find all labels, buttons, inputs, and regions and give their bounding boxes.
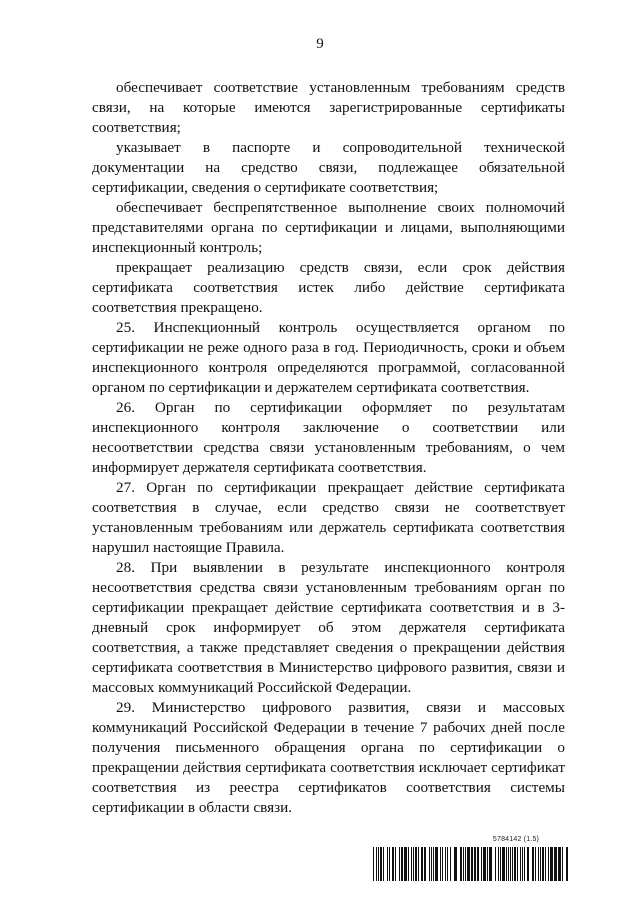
document-stamp-code: 5784142 (1.5) bbox=[492, 836, 540, 843]
paragraph-item-26: 26. Орган по сертификации оформляет по результатам инспекционного контроля заключение о соответствии или несоответствии средства связи установленным требованиям, о чем информирует держателя сертификата соответствия. bbox=[92, 399, 565, 476]
paragraph-item-25: 25. Инспекционный контроль осуществляется органом по сертификации не реже одного раза в год. Периодичность, сроки и объем инспекционного контроля определяются программой, согласованной органом по сертификации и держателем сертификата соответствия. bbox=[92, 319, 565, 396]
paragraph: прекращает реализацию средств связи, если срок действия сертификата соответствия истек либо действие сертификата соответствия прекращено. bbox=[92, 259, 565, 316]
paragraph: обеспечивает соответствие установленным требованиям средств связи, на которые имеются зарегистрированные сертификаты соответствия; bbox=[92, 79, 565, 136]
document-body bbox=[92, 78, 565, 818]
paragraph-item-28: 28. При выявлении в результате инспекционного контроля несоответствия средства связи установленным требованиям орган по сертификации прекращает действие сертификата соответствия и в 3-дневный срок информирует об этом держателя сертификата соответствия, а также представляет сведения о прекращении действия сертификата соответствия в Министерство цифрового развития, связи и массовых коммуникаций Российской Федерации. bbox=[92, 559, 565, 696]
paragraph: обеспечивает беспрепятственное выполнение своих полномочий представителями органа по сертификации и лицами, выполняющими инспекционный контроль; bbox=[92, 199, 565, 256]
paragraph-item-29: 29. Министерство цифрового развития, связи и массовых коммуникаций Российской Федерации в течение 7 рабочих дней после получения письменного обращения органа по сертификации о прекращении действия сертификата соответствия исключает сертификат соответствия из реестра сертификатов соответствия системы сертификации в области связи. bbox=[92, 699, 565, 816]
page-number: 9 bbox=[316, 36, 324, 52]
paragraph-item-27: 27. Орган по сертификации прекращает действие сертификата соответствия в случае, если средство связи не соответствует установленным требованиям или держатель сертификата соответствия нарушил настоящие Правила. bbox=[92, 479, 565, 556]
barcode-image bbox=[372, 847, 570, 881]
paragraph: указывает в паспорте и сопроводительной технической документации на средство связи, подлежащее обязательной сертификации, сведения о сертификате соответствия; bbox=[92, 139, 565, 196]
